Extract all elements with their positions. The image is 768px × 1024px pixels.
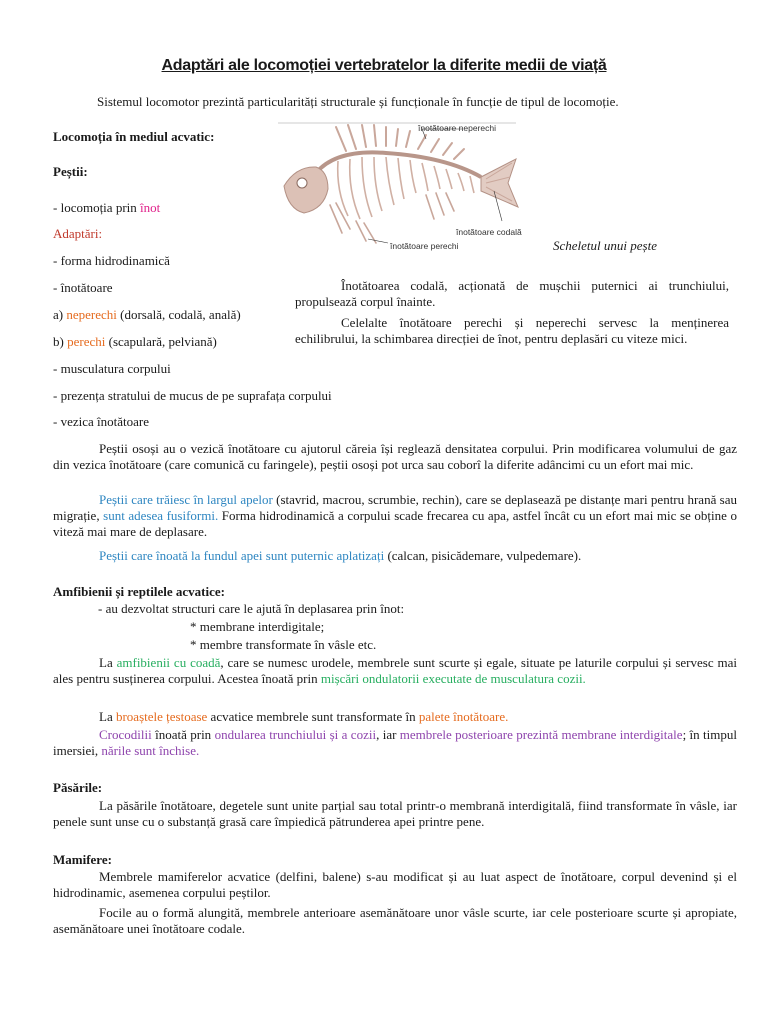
locomotion-line bbox=[53, 200, 160, 216]
item-unpaired-word: neperechi bbox=[66, 307, 117, 322]
item-unpaired-rest: (dorsală, codală, anală) bbox=[116, 307, 241, 322]
item-muscles: - musculatura corpului bbox=[53, 361, 171, 376]
crocs-p6: ; în timpul imersiei, bbox=[53, 727, 737, 758]
page-title: Adaptări ale locomoției vertebratelor la diferite medii de viață bbox=[161, 57, 607, 74]
birds-heading: Păsările: bbox=[53, 780, 103, 795]
intro-sentence: Sistemul locomotor prezintă particularități structurale și funcționale în funcție de tipul de locomoție. bbox=[97, 94, 619, 109]
item-paired-prefix: b) bbox=[53, 334, 68, 349]
item-paired-word: perechi bbox=[67, 334, 106, 349]
figure-caption: Scheletul unui pește bbox=[553, 238, 657, 253]
adaptations-label: Adaptări: bbox=[53, 226, 103, 241]
turtles-p1: La bbox=[99, 709, 116, 724]
open-water-subject: Peștii care trăiesc în largul apelor bbox=[99, 492, 273, 507]
item-bladder: - vezica înotătoare bbox=[53, 414, 149, 429]
urodele-p1: La bbox=[99, 655, 117, 670]
urodele-text: , care se numesc urodele, membrele sunt scurte și egale, situate pe laturile corpului și servesc mai ales pentru susținerea corpului. Acestea înoată prin bbox=[53, 655, 737, 686]
open-water-conclusion: Forma hidrodinamică a corpului scade frecarea cu apa, astfel încât cu un efort mai mic se obține o viteză mai mare de deplasare. bbox=[53, 508, 737, 539]
crocs-highlight-2: membrele posterioare prezintă membrane interdigitale bbox=[399, 727, 683, 742]
bottom-fish-examples: (calcan, pisicădemare, vulpedemare). bbox=[384, 548, 582, 563]
open-water-text: (stavrid, macrou, scrumbie, rechin), care se deplasează pe distanțe mari pentru hrană sau migrație, bbox=[53, 492, 737, 523]
label-paired-fins: înotătoare perechi bbox=[390, 241, 459, 251]
crocodiles-paragraph bbox=[53, 727, 737, 759]
crocs-p2: înoată prin bbox=[151, 727, 215, 742]
urodele-subject: amfibienii cu coadă bbox=[116, 655, 221, 670]
item-unpaired bbox=[53, 307, 241, 323]
item-mucus: - prezența stratului de mucus de pe suprafața corpului bbox=[53, 388, 332, 403]
crocs-p4: , iar bbox=[376, 727, 400, 742]
open-water-paragraph bbox=[53, 492, 737, 540]
turtles-paragraph bbox=[53, 709, 737, 725]
mammals-paragraph-1: Membrele mamiferelor acvatice (delfini, balene) s-au modificat și au luat aspect de înotătoare, corpul devenind și el hidrodinamic, asemenea corpului peștilor. bbox=[53, 869, 737, 900]
locomotion-word: înot bbox=[140, 200, 161, 215]
amphibians-heading: Amfibienii și reptilele acvatice: bbox=[53, 584, 225, 599]
crocs-highlight-1: ondularea trunchiului și a cozii bbox=[214, 727, 377, 742]
aquatic-heading: Locomoția în mediul acvatic: bbox=[53, 129, 215, 144]
label-caudal-fin: înotătoare codală bbox=[456, 227, 522, 237]
urodele-paragraph bbox=[53, 655, 737, 687]
item-fins: - înotătoare bbox=[53, 280, 113, 295]
item-shape: - forma hidrodinamică bbox=[53, 253, 170, 268]
label-unpaired-fins: înotătoare neperechi bbox=[418, 123, 496, 133]
mammals-heading: Mamifere: bbox=[53, 852, 112, 867]
amphibians-line-2: * membrane interdigitale; bbox=[190, 619, 325, 634]
item-paired-rest: (scapulară, pelviană) bbox=[105, 334, 217, 349]
crocs-subject: Crocodilii bbox=[99, 727, 152, 742]
turtles-subject: broaștele țestoase bbox=[115, 709, 208, 724]
open-water-highlight: sunt adesea fusiformi. bbox=[103, 508, 219, 523]
fish-skeleton-figure bbox=[276, 121, 542, 269]
crocs-highlight-3: nările sunt închise. bbox=[101, 743, 200, 758]
urodele-highlight: mișcări ondulatorii executate de musculatura cozii. bbox=[320, 671, 586, 686]
amphibians-line-3: * membre transformate în vâsle etc. bbox=[190, 637, 377, 652]
turtles-highlight: palete înotătoare. bbox=[418, 709, 509, 724]
item-paired bbox=[53, 334, 217, 350]
item-unpaired-prefix: a) bbox=[53, 307, 67, 322]
bony-fish-paragraph: Peștii osoși au o vezică înotătoare cu ajutorul căreia își reglează densitatea corpului. Prin modificarea volumului de gaz din vezica înotătoare (care comunică cu faringele), peștii osoși pot urca sau coborî la diferite adâncimi cu un efort mai mic. bbox=[53, 441, 737, 472]
amphibians-line-1: - au dezvoltat structuri care le ajută în deplasarea prin înot: bbox=[98, 601, 405, 616]
birds-paragraph: La păsările înotătoare, degetele sunt unite parțial sau total printr-o membrană interdigitală, fiind transformate în vâsle, iar penele sunt unse cu o substanță grasă care împiedică pătrunderea apei printre pene. bbox=[53, 798, 737, 829]
locomotion-prefix: - locomoția prin bbox=[53, 200, 141, 215]
bottom-fish-subject: Peștii care înoată la fundul apei sunt puternic aplatizați bbox=[99, 548, 385, 563]
other-fins-paragraph: Celelalte înotătoare perechi și neperechi servesc la menținerea echilibrului, la schimbarea direcției de înot, pentru deplasări cu viteze mici. bbox=[295, 315, 729, 346]
bottom-fish-paragraph bbox=[53, 548, 737, 564]
fish-heading: Peștii: bbox=[53, 164, 88, 179]
caudal-paragraph: Înotătoarea codală, acționată de mușchii puternici ai trunchiului, propulsează corpul înainte. bbox=[295, 278, 729, 309]
mammals-paragraph-2: Focile au o formă alungită, membrele anterioare asemănătoare unor vâsle scurte, iar cele posterioare scurte și apropiate, asemănătoare unei înotătoare codale. bbox=[53, 905, 737, 936]
turtles-text: acvatice membrele sunt transformate în bbox=[207, 709, 419, 724]
